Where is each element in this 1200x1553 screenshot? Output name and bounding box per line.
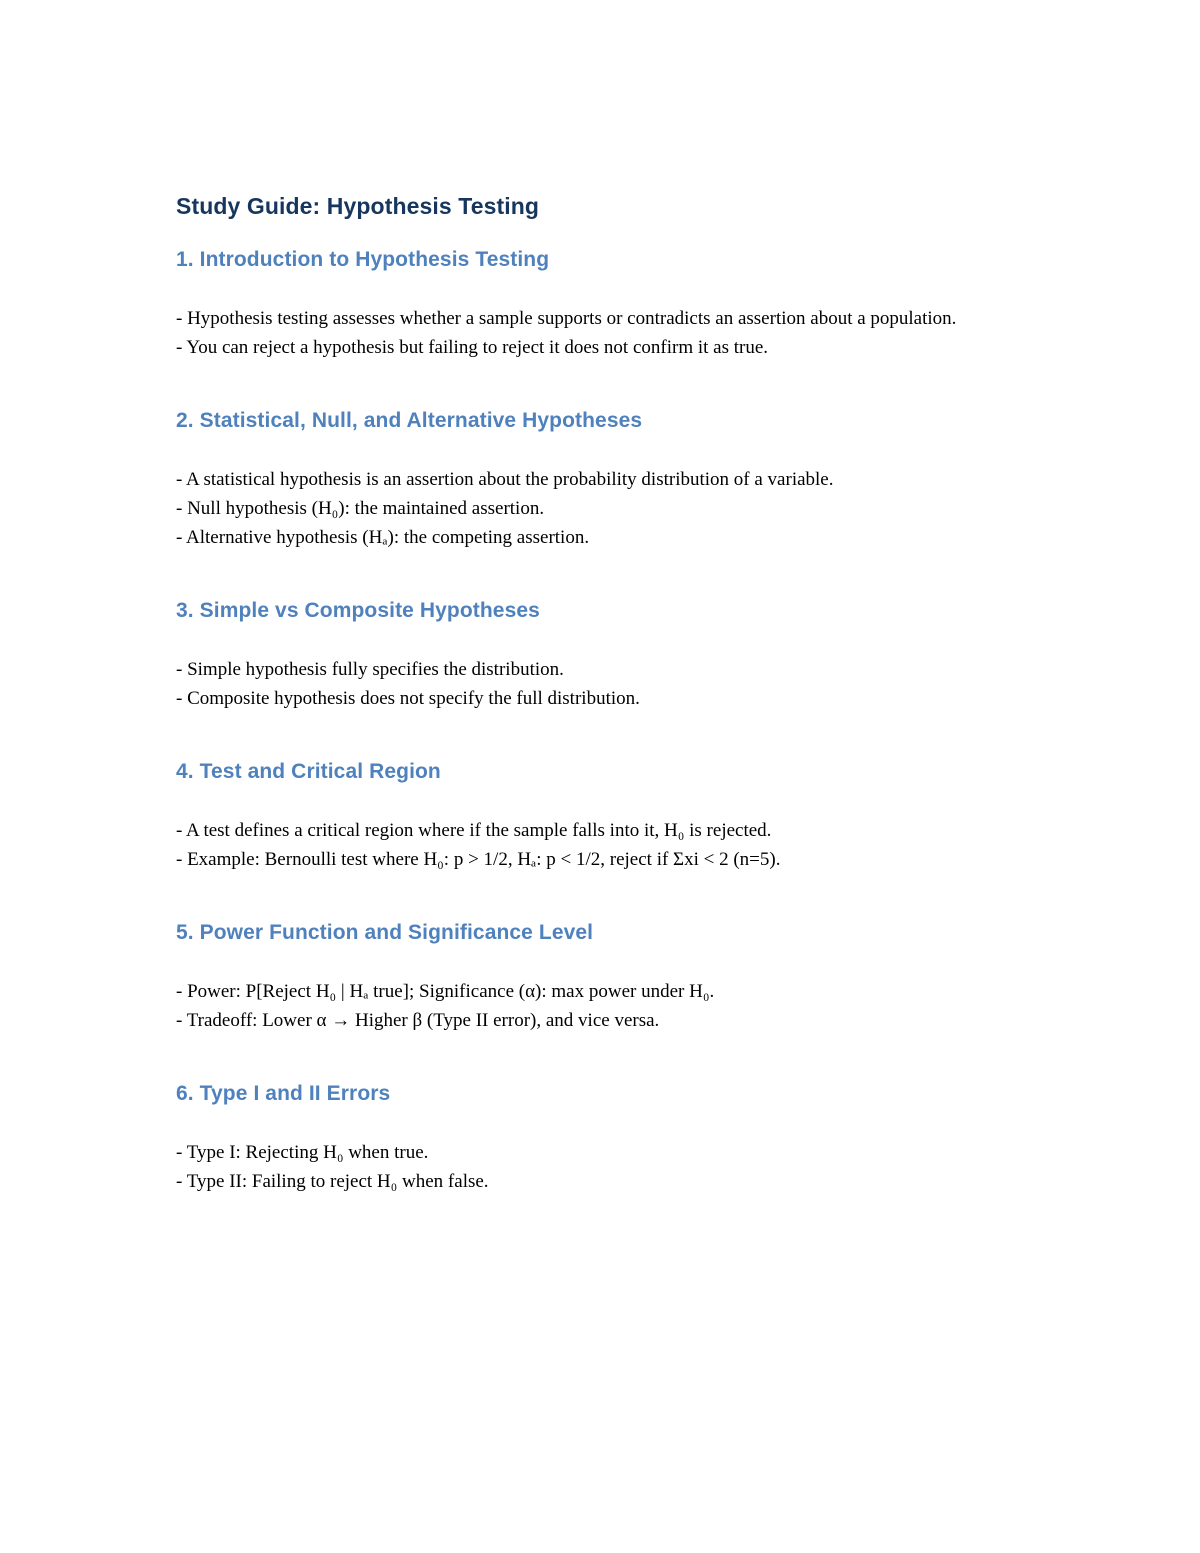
bullet-list: [176, 977, 1036, 1035]
section-heading: 6. Type I and II Errors: [176, 1082, 391, 1105]
section-heading: 4. Test and Critical Region: [176, 760, 441, 783]
section-heading: 2. Statistical, Null, and Alternative Hypotheses: [176, 409, 643, 432]
section-heading: 3. Simple vs Composite Hypotheses: [176, 599, 540, 622]
bullet-item: - A statistical hypothesis is an assertion about the probability distribution of a variable.: [176, 469, 834, 490]
bullet-item: - You can reject a hypothesis but failing to reject it does not confirm it as true.: [176, 337, 769, 358]
bullet-list: [176, 655, 1036, 713]
section-simple-vs-composite: [176, 595, 1036, 713]
bullet-item: - Hypothesis testing assesses whether a sample supports or contradicts an assertion about a population.: [176, 308, 957, 329]
document-title: Study Guide: Hypothesis Testing: [176, 193, 540, 219]
bullet-item: - Type II: Failing to reject H₀ when false.: [176, 1171, 489, 1192]
bullet-item: - Power: P[Reject H₀ | Hₐ true]; Significance (α): max power under H₀.: [176, 981, 715, 1002]
bullet-list: [176, 465, 1036, 552]
bullet-item: - Type I: Rejecting H₀ when true.: [176, 1142, 429, 1163]
bullet-item: - Tradeoff: Lower α → Higher β (Type II error), and vice versa.: [176, 1010, 660, 1031]
section-hypotheses-types: [176, 405, 1036, 552]
bullet-item: - Null hypothesis (H₀): the maintained assertion.: [176, 498, 545, 519]
section-heading: 5. Power Function and Significance Level: [176, 921, 594, 944]
bullet-item: - Example: Bernoulli test where H₀: p > 1/2, Hₐ: p < 1/2, reject if Σxi < 2 (n=5).: [176, 849, 781, 870]
section-power-significance: [176, 917, 1036, 1035]
section-introduction: [176, 244, 1036, 362]
bullet-item: - Simple hypothesis fully specifies the distribution.: [176, 659, 564, 680]
section-type-errors: [176, 1078, 1036, 1196]
document-body: [176, 188, 1036, 1196]
bullet-list: [176, 304, 1036, 362]
section-heading: 1. Introduction to Hypothesis Testing: [176, 248, 550, 271]
bullet-list: [176, 816, 1036, 874]
bullet-item: - Composite hypothesis does not specify the full distribution.: [176, 688, 640, 709]
bullet-item: - A test defines a critical region where if the sample falls into it, H₀ is rejected.: [176, 820, 772, 841]
section-test-critical-region: [176, 756, 1036, 874]
bullet-item: - Alternative hypothesis (Hₐ): the competing assertion.: [176, 527, 590, 548]
bullet-list: [176, 1138, 1036, 1196]
